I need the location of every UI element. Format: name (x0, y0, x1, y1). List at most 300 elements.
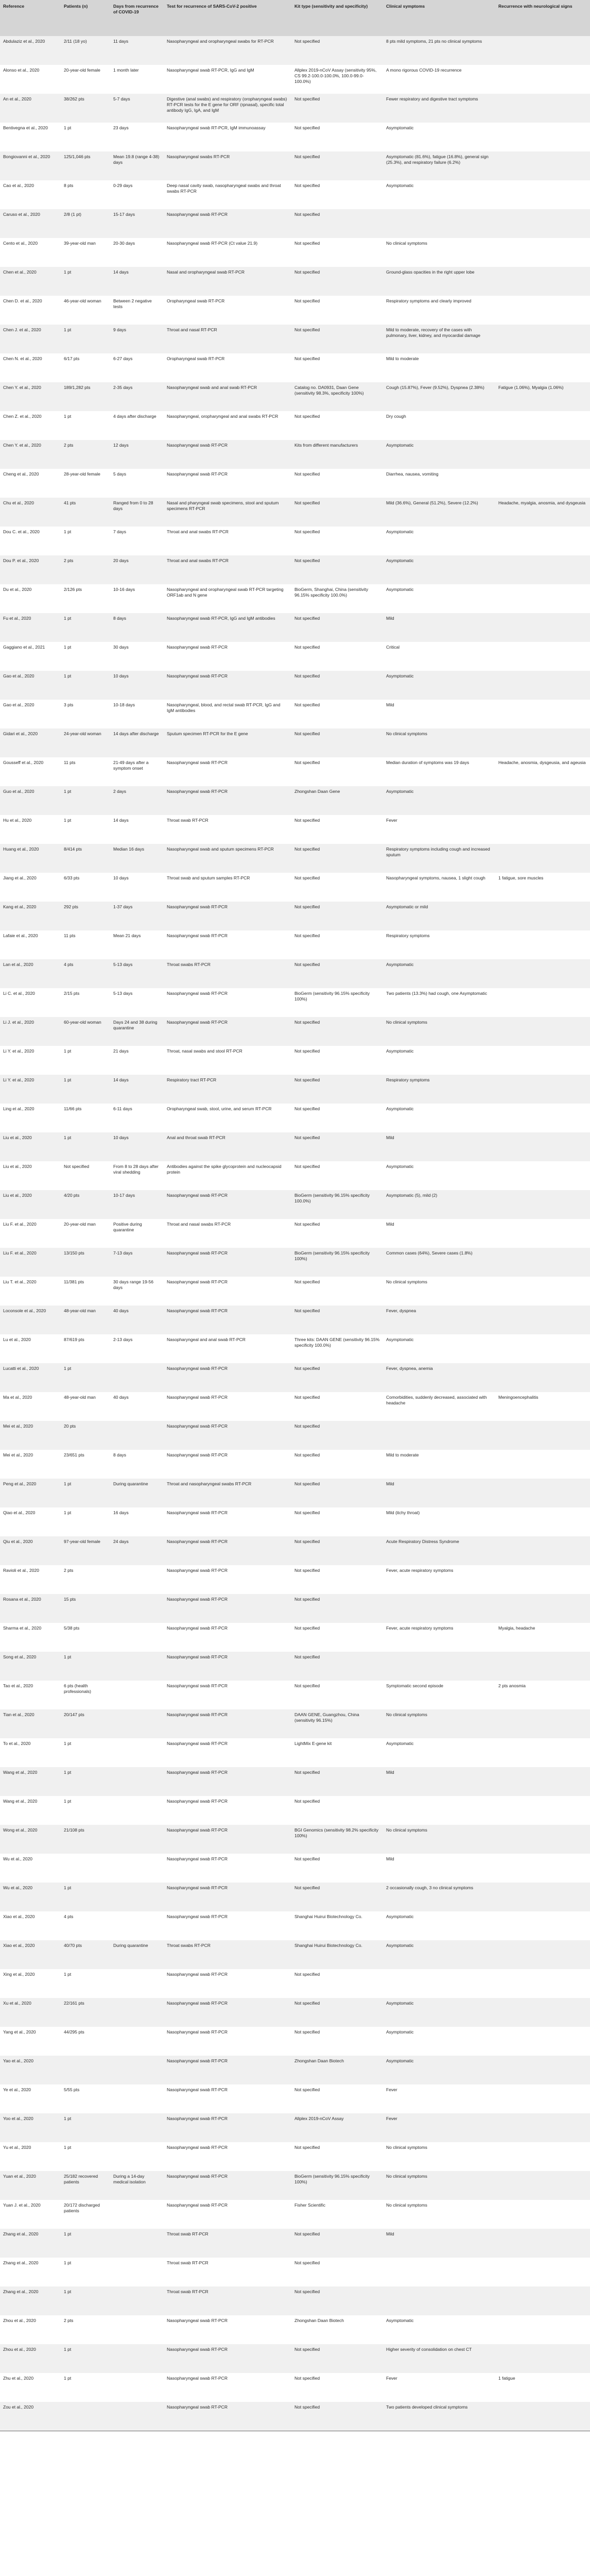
cell-test: Nasopharyngeal swab RT-PCR (164, 1190, 291, 1219)
cell-days: 4 days after discharge (110, 411, 164, 440)
table-row (0, 902, 590, 930)
cell-neuro (495, 1017, 590, 1046)
cell-kit: Not specified (291, 325, 383, 353)
cell-days (110, 2286, 164, 2315)
cell-patients: 2 pts (61, 555, 110, 584)
cell-reference: Chen N. et al., 2020 (0, 353, 61, 382)
cell-test: Nasopharyngeal swab RT-PCR (164, 1854, 291, 1883)
cell-symptoms: Cough (15.87%), Fever (9.52%), Dyspnea (2.38%) (383, 382, 495, 411)
cell-kit: Not specified (291, 2027, 383, 2056)
cell-test: Nasopharyngeal swab RT-PCR (164, 1767, 291, 1796)
cell-neuro (495, 815, 590, 844)
cell-test: Throat swab and sputum samples RT-PCR (164, 873, 291, 902)
cell-neuro (495, 411, 590, 440)
cell-reference: An et al., 2020 (0, 94, 61, 123)
cell-days: During quarantine (110, 1940, 164, 1969)
cell-test: Nasopharyngeal swab RT-PCR (164, 1796, 291, 1825)
cell-symptoms: Mild (383, 613, 495, 642)
cell-reference: Kang et al., 2020 (0, 902, 61, 930)
cell-neuro (495, 238, 590, 267)
cell-kit: Shanghai Huirui Biotechnology Co. (291, 1940, 383, 1969)
cell-reference: Fu et al., 2020 (0, 613, 61, 642)
cell-kit: Not specified (291, 498, 383, 527)
cell-kit: BioGerm, Shanghai, China (sensitivity 96.15% specificity 100.0%) (291, 584, 383, 613)
cell-kit: Not specified (291, 555, 383, 584)
cell-days: 10-18 days (110, 700, 164, 728)
cell-test: Throat swab RT-PCR (164, 2258, 291, 2286)
cell-symptoms: Median duration of symptoms was 19 days (383, 757, 495, 786)
table-row (0, 2344, 590, 2373)
cell-neuro (495, 700, 590, 728)
cell-test: Nasopharyngeal swab RT-PCR, IgG and IgM (164, 65, 291, 94)
table-row (0, 2113, 590, 2142)
cell-symptoms: Asymptomatic (383, 1940, 495, 1969)
cell-neuro (495, 1306, 590, 1334)
cell-test: Nasopharyngeal swab RT-PCR (164, 1277, 291, 1306)
cell-symptoms: Mild (itchy throat) (383, 1507, 495, 1536)
table-row (0, 469, 590, 498)
cell-patients: 1 pt (61, 1883, 110, 1911)
cell-symptoms: Symptomatic second episode (383, 1681, 495, 1709)
cell-reference: Abdulaziz et al., 2020 (0, 36, 61, 65)
cell-days (110, 1565, 164, 1594)
cell-kit: Not specified (291, 1075, 383, 1104)
cell-days: Between 2 negative tests (110, 296, 164, 325)
table-row (0, 1161, 590, 1190)
cell-days: 1 month later (110, 65, 164, 94)
cell-kit: Not specified (291, 2344, 383, 2373)
cell-days (110, 1854, 164, 1883)
cell-patients: 2 pts (61, 1565, 110, 1594)
cell-reference: Rosana et al., 2020 (0, 1594, 61, 1623)
cell-symptoms: Respiratory symptoms and clearly improved (383, 296, 495, 325)
cell-symptoms: Mild (383, 1132, 495, 1161)
cell-reference: Jiang et al., 2020 (0, 873, 61, 902)
cell-test: Nasopharyngeal swab RT-PCR (164, 1363, 291, 1392)
cell-patients: 125/1,046 pts (61, 151, 110, 180)
cell-days: 40 days (110, 1306, 164, 1334)
cell-neuro (495, 1363, 590, 1392)
cell-test: Nasopharyngeal swab RT-PCR (164, 1017, 291, 1046)
cell-reference: Gidari et al., 2020 (0, 728, 61, 757)
table-row (0, 1334, 590, 1363)
cell-reference: Liu et al., 2020 (0, 1161, 61, 1190)
table-row (0, 1767, 590, 1796)
table-row (0, 1940, 590, 1969)
cell-neuro: 2 pts anosmia (495, 1681, 590, 1709)
cell-patients: 48-year-old man (61, 1392, 110, 1421)
cell-neuro (495, 2027, 590, 2056)
cell-kit: Not specified (291, 1132, 383, 1161)
cell-patients (61, 2056, 110, 2084)
cell-reference: Yao et al., 2020 (0, 2056, 61, 2084)
cell-test: Nasopharyngeal swab RT-PCR (164, 2373, 291, 2402)
cell-test: Nasopharyngeal swab RT-PCR (164, 1594, 291, 1623)
table-row (0, 1969, 590, 1998)
cell-neuro (495, 353, 590, 382)
cell-patients: 60-year-old woman (61, 1017, 110, 1046)
cell-symptoms: Mild (383, 1219, 495, 1248)
table-row (0, 671, 590, 700)
cell-days: 12 days (110, 440, 164, 469)
cell-reference: Ma et al., 2020 (0, 1392, 61, 1421)
cell-test: Anal and throat swab RT-PCR (164, 1132, 291, 1161)
cell-kit: Not specified (291, 411, 383, 440)
cell-symptoms: No clinical symptoms (383, 2171, 495, 2200)
table-row (0, 2315, 590, 2344)
cell-patients: 1 pt (61, 527, 110, 555)
table-row (0, 584, 590, 613)
cell-symptoms: Fever, dyspnea (383, 1306, 495, 1334)
cell-days: Mean 21 days (110, 930, 164, 959)
cell-neuro (495, 1248, 590, 1277)
cell-kit: Fisher Scientific (291, 2200, 383, 2229)
cell-reference: Zhu et al., 2020 (0, 2373, 61, 2402)
cell-symptoms (383, 1594, 495, 1623)
cell-reference: Cao et al., 2020 (0, 180, 61, 209)
table-row (0, 959, 590, 988)
cell-test: Throat swab RT-PCR (164, 815, 291, 844)
cell-test: Throat and anal swabs RT-PCR (164, 555, 291, 584)
table-row (0, 65, 590, 94)
cell-reference: Chen Z. et al., 2020 (0, 411, 61, 440)
cell-kit: Shanghai Huirui Biotechnology Co. (291, 1911, 383, 1940)
cell-kit: Not specified (291, 728, 383, 757)
cell-neuro (495, 1479, 590, 1507)
cell-symptoms: Mild (383, 1479, 495, 1507)
cell-test: Deep nasal cavity swab, nasopharyngeal swabs and throat swabs RT-PCR (164, 180, 291, 209)
table-row (0, 1565, 590, 1594)
cell-patients: 1 pt (61, 123, 110, 151)
cell-test: Nasopharyngeal swab and sputum specimens RT-PCR (164, 844, 291, 873)
cell-patients: 1 pt (61, 1046, 110, 1075)
table-row (0, 1363, 590, 1392)
cell-reference: Dou P. et al., 2020 (0, 555, 61, 584)
cell-patients: 40/70 pts (61, 1940, 110, 1969)
cell-reference: Yuan J. et al., 2020 (0, 2200, 61, 2229)
cell-reference: Alonso et al., 2020 (0, 65, 61, 94)
cell-kit: Not specified (291, 2286, 383, 2315)
cell-symptoms: Two patients developed clinical symptoms (383, 2402, 495, 2431)
cell-reference: Bentivegna et al., 2020 (0, 123, 61, 151)
cell-patients: 24-year-old woman (61, 728, 110, 757)
cell-test: Nasopharyngeal swab RT-PCR (164, 2027, 291, 2056)
cell-reference: Qiao et al., 2020 (0, 1507, 61, 1536)
cell-kit: Not specified (291, 700, 383, 728)
cell-symptoms: Mild (383, 700, 495, 728)
cell-test: Nasopharyngeal swab RT-PCR (164, 469, 291, 498)
cell-reference: Hu et al., 2020 (0, 815, 61, 844)
cell-kit: Not specified (291, 1623, 383, 1652)
cell-reference: Xing et al., 2020 (0, 1969, 61, 1998)
cell-days (110, 2373, 164, 2402)
cell-patients: 1 pt (61, 1969, 110, 1998)
cell-reference: Liu et al., 2020 (0, 1190, 61, 1219)
cell-symptoms: Respiratory symptoms (383, 930, 495, 959)
cell-neuro (495, 1998, 590, 2027)
cell-symptoms: Mild to moderate (383, 1450, 495, 1479)
cell-patients: 1 pt (61, 1479, 110, 1507)
cell-patients: 1 pt (61, 2258, 110, 2286)
cell-symptoms: Mild (383, 1767, 495, 1796)
cell-reference: Guo et al., 2020 (0, 786, 61, 815)
cell-reference: Chu et al., 2020 (0, 498, 61, 527)
cell-days: 23 days (110, 123, 164, 151)
cell-kit: LightMix E-gene kit (291, 1738, 383, 1767)
cell-symptoms (383, 2258, 495, 2286)
cell-days: 14 days after discharge (110, 728, 164, 757)
cell-reference: Li Y. et al., 2020 (0, 1075, 61, 1104)
cell-kit: Zhongshan Daan Gene (291, 786, 383, 815)
cell-symptoms: Nasopharyngeal symptoms, nausea, 1 slight cough (383, 873, 495, 902)
cell-neuro (495, 123, 590, 151)
cell-test: Nasopharyngeal swab RT-PCR (164, 757, 291, 786)
cell-neuro (495, 1883, 590, 1911)
table-row (0, 1883, 590, 1911)
table-row (0, 2286, 590, 2315)
cell-kit: Not specified (291, 1652, 383, 1681)
cell-days: 15-17 days (110, 209, 164, 238)
table-row (0, 2056, 590, 2084)
cell-test: Nasopharyngeal swab RT-PCR (164, 1681, 291, 1709)
cell-patients: 1 pt (61, 325, 110, 353)
cell-neuro (495, 1652, 590, 1681)
table-row (0, 2171, 590, 2200)
cell-reference: Gaggiano et al., 2021 (0, 642, 61, 671)
table-row (0, 555, 590, 584)
cell-reference: Gousseff et al., 2020 (0, 757, 61, 786)
cell-symptoms: Two patients (13.3%) had cough, one Asymptomatic (383, 988, 495, 1017)
cell-patients: 3 pts (61, 700, 110, 728)
cell-neuro (495, 440, 590, 469)
cell-symptoms: No clinical symptoms (383, 2142, 495, 2171)
cell-patients: 1 pt (61, 815, 110, 844)
cell-kit: Not specified (291, 209, 383, 238)
cell-reference: Wang et al., 2020 (0, 1796, 61, 1825)
cell-neuro: Headache, anosmia, dysgeusia, and ageusia (495, 757, 590, 786)
cell-reference: Dou C. et al., 2020 (0, 527, 61, 555)
cell-test: Nasopharyngeal swab RT-PCR (164, 1536, 291, 1565)
header-days: Days from recurrence of COVID-19 (110, 0, 164, 36)
cell-patients: 97-year-old female (61, 1536, 110, 1565)
cell-reference: Zhang et al., 2020 (0, 2286, 61, 2315)
cell-neuro (495, 325, 590, 353)
cell-patients: 4 pts (61, 959, 110, 988)
cell-kit: Not specified (291, 296, 383, 325)
cell-reference: Zou et al., 2020 (0, 2402, 61, 2431)
cell-neuro (495, 2229, 590, 2258)
cell-reference: Xiao et al., 2020 (0, 1940, 61, 1969)
cell-days (110, 1652, 164, 1681)
cell-patients: 1 pt (61, 2344, 110, 2373)
table-row (0, 2373, 590, 2402)
cell-kit: Not specified (291, 902, 383, 930)
cell-kit: Allplex 2019-nCoV Assay (sensitivity 95%, CS 99.2-100.0-100.0%, 100.0-99.0-100.0%) (291, 65, 383, 94)
cell-patients: 23/651 pts (61, 1450, 110, 1479)
cell-neuro: 1 fatigue (495, 2373, 590, 2402)
cell-neuro (495, 469, 590, 498)
table-row (0, 1392, 590, 1421)
cell-neuro (495, 2200, 590, 2229)
cell-symptoms: Ground-glass opacities in the right upper lobe (383, 267, 495, 296)
cell-reference: Mei et al., 2020 (0, 1421, 61, 1450)
cell-neuro: Fatigue (1.06%), Myalgia (1.06%) (495, 382, 590, 411)
cell-test: Nasopharyngeal swab RT-PCR (164, 988, 291, 1017)
cell-neuro (495, 959, 590, 988)
cell-kit: Three kits: DAAN GENE (sensitivity 96.15% specificity 100.0%) (291, 1334, 383, 1363)
cell-days: 2 days (110, 786, 164, 815)
cell-neuro (495, 671, 590, 700)
cell-reference: Gao et al., 2020 (0, 700, 61, 728)
cell-reference: Li J. et al., 2020 (0, 1017, 61, 1046)
cell-test: Nasopharyngeal swab RT-PCR (164, 1969, 291, 1998)
cell-kit: Not specified (291, 238, 383, 267)
cell-test: Nasopharyngeal and oropharyngeal swab RT-PCR targeting ORF1ab and N gene (164, 584, 291, 613)
cell-reference: Ling et al., 2020 (0, 1104, 61, 1132)
cell-reference: Liu T. et al., 2020 (0, 1277, 61, 1306)
table-row (0, 382, 590, 411)
cell-patients: 41 pts (61, 498, 110, 527)
cell-kit: Not specified (291, 267, 383, 296)
cell-symptoms (383, 1652, 495, 1681)
cell-patients: 1 pt (61, 2142, 110, 2171)
cell-reference: Tao et al., 2020 (0, 1681, 61, 1709)
cell-symptoms (383, 2286, 495, 2315)
cell-reference: Peng et al., 2020 (0, 1479, 61, 1507)
cell-kit: Not specified (291, 1219, 383, 1248)
cell-test: Nasopharyngeal swab and anal swab RT-PCR (164, 382, 291, 411)
cell-symptoms: Mild to moderate, recovery of the cases with pulmonary, liver, kidney, and myocardial damage (383, 325, 495, 353)
cell-patients: 20-year-old man (61, 1219, 110, 1248)
cell-symptoms: Fewer respiratory and digestive tract symptoms (383, 94, 495, 123)
cell-kit: Not specified (291, 873, 383, 902)
table-row (0, 267, 590, 296)
cell-test: Digestive (anal swabs) and respiratory (oropharyngeal swabs) RT-PCR tests for the E gene for ORF (rpnasal), specific total antibody IgG, IgA, and IgM (164, 94, 291, 123)
cell-test: Throat and nasopharyngeal swabs RT-PCR (164, 1479, 291, 1507)
table-row (0, 728, 590, 757)
cell-symptoms: Asymptomatic (383, 786, 495, 815)
cell-neuro (495, 1450, 590, 1479)
cell-symptoms: Asymptomatic (383, 959, 495, 988)
cell-symptoms: No clinical symptoms (383, 1277, 495, 1306)
cell-test: Throat swabs RT-PCR (164, 959, 291, 988)
cell-reference: Liu F. et al., 2020 (0, 1219, 61, 1248)
cell-symptoms: Acute Respiratory Distress Syndrome (383, 1536, 495, 1565)
cell-kit: Not specified (291, 1969, 383, 1998)
table-row (0, 1277, 590, 1306)
cell-days: 40 days (110, 1392, 164, 1421)
cell-test: Nasopharyngeal swab RT-PCR (164, 671, 291, 700)
header-neuro: Recurrence with neurological signs (495, 0, 590, 36)
cell-test: Nasopharyngeal swab RT-PCR (164, 2056, 291, 2084)
cell-test: Nasopharyngeal swab RT-PCR (164, 2344, 291, 2373)
cell-test: Nasal and oropharyngeal swab RT-PCR (164, 267, 291, 296)
cell-patients: 1 pt (61, 613, 110, 642)
table-row (0, 1017, 590, 1046)
cell-neuro (495, 1738, 590, 1767)
cell-days (110, 1911, 164, 1940)
cell-patients: 1 pt (61, 671, 110, 700)
cell-patients: 11 pts (61, 757, 110, 786)
cell-kit: DAAN GENE, Guangzhou, China (sensitivity 96.15%) (291, 1709, 383, 1738)
cell-test: Throat and anal swabs RT-PCR (164, 527, 291, 555)
table-row (0, 36, 590, 65)
cell-days (110, 2084, 164, 2113)
cell-patients: 20-year-old female (61, 65, 110, 94)
cell-test: Nasopharyngeal swab RT-PCR (164, 1507, 291, 1536)
cell-neuro (495, 2344, 590, 2373)
cell-kit: BioGerm (sensitivity 96.15% specificity 100%) (291, 1248, 383, 1277)
cell-kit: Catalog no. DA0931, Daan Gene (sensitivity 98.3%, specificity 100%) (291, 382, 383, 411)
cell-patients: 189/1,282 pts (61, 382, 110, 411)
cell-kit: Not specified (291, 180, 383, 209)
table-row (0, 700, 590, 728)
table-row (0, 353, 590, 382)
cell-kit: Not specified (291, 1421, 383, 1450)
cell-symptoms (383, 1969, 495, 1998)
cell-neuro (495, 2402, 590, 2431)
table-row (0, 1681, 590, 1709)
cell-symptoms: Fever (383, 2373, 495, 2402)
cell-kit: BioGerm (sensitivity 96.15% specificity 100%) (291, 988, 383, 1017)
cell-kit: Not specified (291, 2373, 383, 2402)
cell-days: 2-35 days (110, 382, 164, 411)
cell-test: Nasopharyngeal and anal swab RT-PCR (164, 1334, 291, 1363)
cell-test: Throat and nasal swabs RT-PCR (164, 1219, 291, 1248)
cell-test: Nasopharyngeal swab RT-PCR (164, 786, 291, 815)
cell-reference: Cento et al., 2020 (0, 238, 61, 267)
cell-kit: Not specified (291, 1998, 383, 2027)
cell-symptoms: Asymptomatic (81.6%), fatigue (16.8%), general sign (25.3%), and respiratory failure (6.2%) (383, 151, 495, 180)
cell-patients: 1 pt (61, 1796, 110, 1825)
cell-test: Throat swab RT-PCR (164, 2286, 291, 2315)
cell-test: Nasopharyngeal swab RT-PCR (164, 1623, 291, 1652)
table-row (0, 1709, 590, 1738)
table-row (0, 988, 590, 1017)
cell-days (110, 1421, 164, 1450)
table-row (0, 296, 590, 325)
cell-neuro (495, 1132, 590, 1161)
cell-reference: Xu et al., 2020 (0, 1998, 61, 2027)
cell-test: Nasopharyngeal swab RT-PCR (164, 1998, 291, 2027)
cell-patients: 15 pts (61, 1594, 110, 1623)
cell-reference: Chen et al., 2020 (0, 267, 61, 296)
cell-test: Nasopharyngeal, oropharyngeal and anal swabs RT-PCR (164, 411, 291, 440)
cell-neuro (495, 527, 590, 555)
cell-symptoms: Asymptomatic (383, 1104, 495, 1132)
cell-reference: Lu et al., 2020 (0, 1334, 61, 1363)
cell-days (110, 1363, 164, 1392)
cell-symptoms: Fever, acute respiratory symptoms (383, 1623, 495, 1652)
table-row (0, 238, 590, 267)
cell-neuro (495, 94, 590, 123)
cell-symptoms: Higher severity of consolidation on chest CT (383, 2344, 495, 2373)
cell-patients: 1 pt (61, 411, 110, 440)
cell-symptoms: Asymptomatic (383, 1046, 495, 1075)
cell-symptoms: Mild to moderate (383, 353, 495, 382)
cell-reference: Yuan et al., 2020 (0, 2171, 61, 2200)
table-row (0, 498, 590, 527)
table-row (0, 151, 590, 180)
cell-test: Nasopharyngeal and oropharyngeal swabs for RT-PCR (164, 36, 291, 65)
cell-kit: Not specified (291, 2084, 383, 2113)
cell-patients: Not specified (61, 1161, 110, 1190)
cell-reference: Liu et al., 2020 (0, 1132, 61, 1161)
cell-days: 7-13 days (110, 1248, 164, 1277)
cell-neuro (495, 1969, 590, 1998)
cell-reference: Xiao et al., 2020 (0, 1911, 61, 1940)
cell-kit: Not specified (291, 1594, 383, 1623)
